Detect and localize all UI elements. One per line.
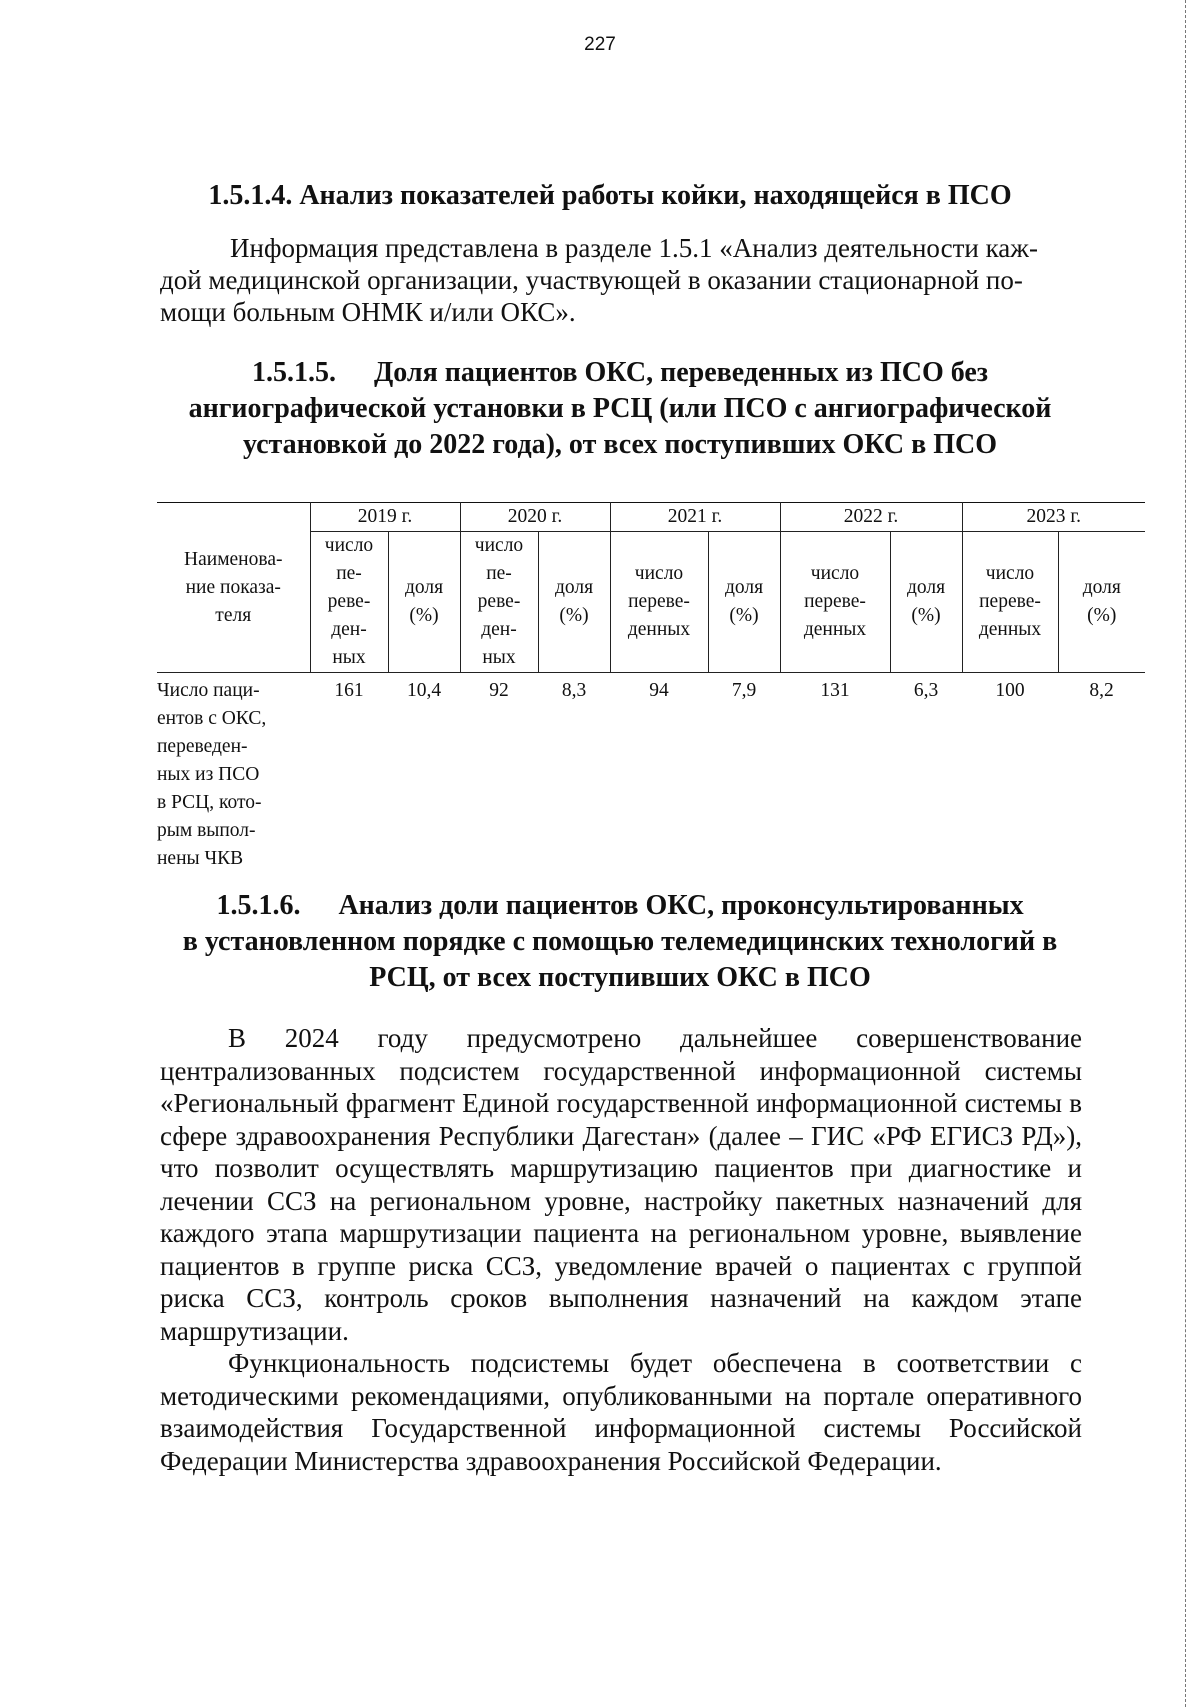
- cell-share-2021: 7,9: [731, 680, 757, 701]
- row-label: Число паци- ентов с ОКС, переведен- ных из ПСО в РСЦ, кото- рым выпол- нены ЧКВ: [157, 680, 267, 869]
- section-1514-title: 1.5.1.4. Анализ показателей работы койки, находящейся в ПСО: [208, 180, 1012, 211]
- subheader-count-2020: число пе- реве- ден- ных: [460, 532, 538, 673]
- subheader-count-2022: число переве- денных: [780, 532, 890, 673]
- cell-share-2019: 10,4: [406, 680, 442, 701]
- cell-count-2020: 92: [489, 680, 509, 701]
- subheader-count-2019: число пе- реве- ден- ных: [310, 532, 388, 673]
- header-year-2023: 2023 г.: [962, 503, 1145, 532]
- section-1514-line-3: мощи больным ОНМК и/или ОКС».: [160, 297, 576, 327]
- subheader-share-2021: доля (%): [708, 532, 780, 673]
- cell-share-2023: 8,2: [1089, 680, 1114, 701]
- transfer-table: [157, 502, 1145, 873]
- section-1516-title-line-1: Анализ доли пациентов ОКС, проконсультированных: [338, 890, 1024, 921]
- section-1516-number: 1.5.1.6.: [216, 890, 301, 921]
- table-header-years: [157, 503, 1145, 532]
- section-1514-text: [160, 232, 1082, 328]
- body-text: [160, 1022, 1082, 1477]
- cell-count-2023: 100: [995, 680, 1025, 701]
- page-edge-divider: [1185, 0, 1186, 1707]
- section-1515-number: 1.5.1.5.: [251, 357, 336, 388]
- section-1514-line-1: Информация представлена в разделе 1.5.1 «Анализ деятельности каж-: [230, 233, 1038, 263]
- subheader-share-2023: доля (%): [1058, 532, 1145, 673]
- subheader-share-2022: доля (%): [890, 532, 962, 673]
- page-number: 227: [584, 34, 616, 55]
- subheader-share-2020: доля (%): [538, 532, 610, 673]
- header-year-2022: 2022 г.: [780, 503, 962, 532]
- cell-count-2019: 161: [334, 680, 364, 701]
- section-1515-heading: [170, 355, 1070, 463]
- header-year-2021: 2021 г.: [610, 503, 780, 532]
- header-year-2019: 2019 г.: [310, 503, 460, 532]
- section-1516-title-line-2: в установленном порядке с помощью телемедицинских технологий в: [182, 926, 1058, 957]
- section-1516-title-line-3: РСЦ, от всех поступивших ОКС в ПСО: [369, 962, 871, 993]
- table-row: [157, 673, 1145, 874]
- body-paragraph-2: Функциональность подсистемы будет обеспечена в соответствии с методическими рекомендациями, опубликованными на портале оперативного взаимодействия Государственной информационной системы Российской Федерации Министерства здравоохранения Российской Федерации.: [160, 1348, 1082, 1476]
- cell-share-2020: 8,3: [561, 680, 587, 701]
- cell-share-2022: 6,3: [913, 680, 939, 701]
- subheader-count-2021: число переве- денных: [610, 532, 708, 673]
- section-1515-title-line-1: Доля пациентов ОКС, переведенных из ПСО без: [373, 357, 989, 388]
- header-indicator-name: Наименова- ние показа- теля: [157, 503, 310, 673]
- section-1515-title-line-2: ангиографической установки в РСЦ (или ПСО с ангиографической: [188, 393, 1052, 424]
- cell-count-2021: 94: [649, 680, 669, 701]
- section-1516-heading: [170, 888, 1070, 996]
- section-1515-title-line-3: установкой до 2022 года), от всех поступивших ОКС в ПСО: [242, 429, 998, 460]
- subheader-share-2019: доля (%): [388, 532, 460, 673]
- cell-count-2022: 131: [820, 680, 850, 701]
- section-1514-line-2: дой медицинской организации, участвующей в оказании стационарной по-: [160, 265, 1023, 295]
- subheader-count-2023: число переве- денных: [962, 532, 1058, 673]
- body-paragraph-1: В 2024 году предусмотрено дальнейшее совершенствование централизованных подсистем государственной информационной системы «Региональный фрагмент Единой государственной информационной системы в сфере здравоохранения Республики Дагестан» (далее – ГИС «РФ ЕГИСЗ РД»), что позволит осуществлять маршрутизацию пациентов при диагностике и лечении ССЗ на региональном уровне, настройку пакетных назначений для каждого этапа маршрутизации пациента на региональном уровне, выявление пациентов в группе риска ССЗ, уведомление врачей о пациентах с группой риска ССЗ, контроль сроков выполнения назначений на каждом этапе маршрутизации.: [160, 1023, 1082, 1346]
- header-year-2020: 2020 г.: [460, 503, 610, 532]
